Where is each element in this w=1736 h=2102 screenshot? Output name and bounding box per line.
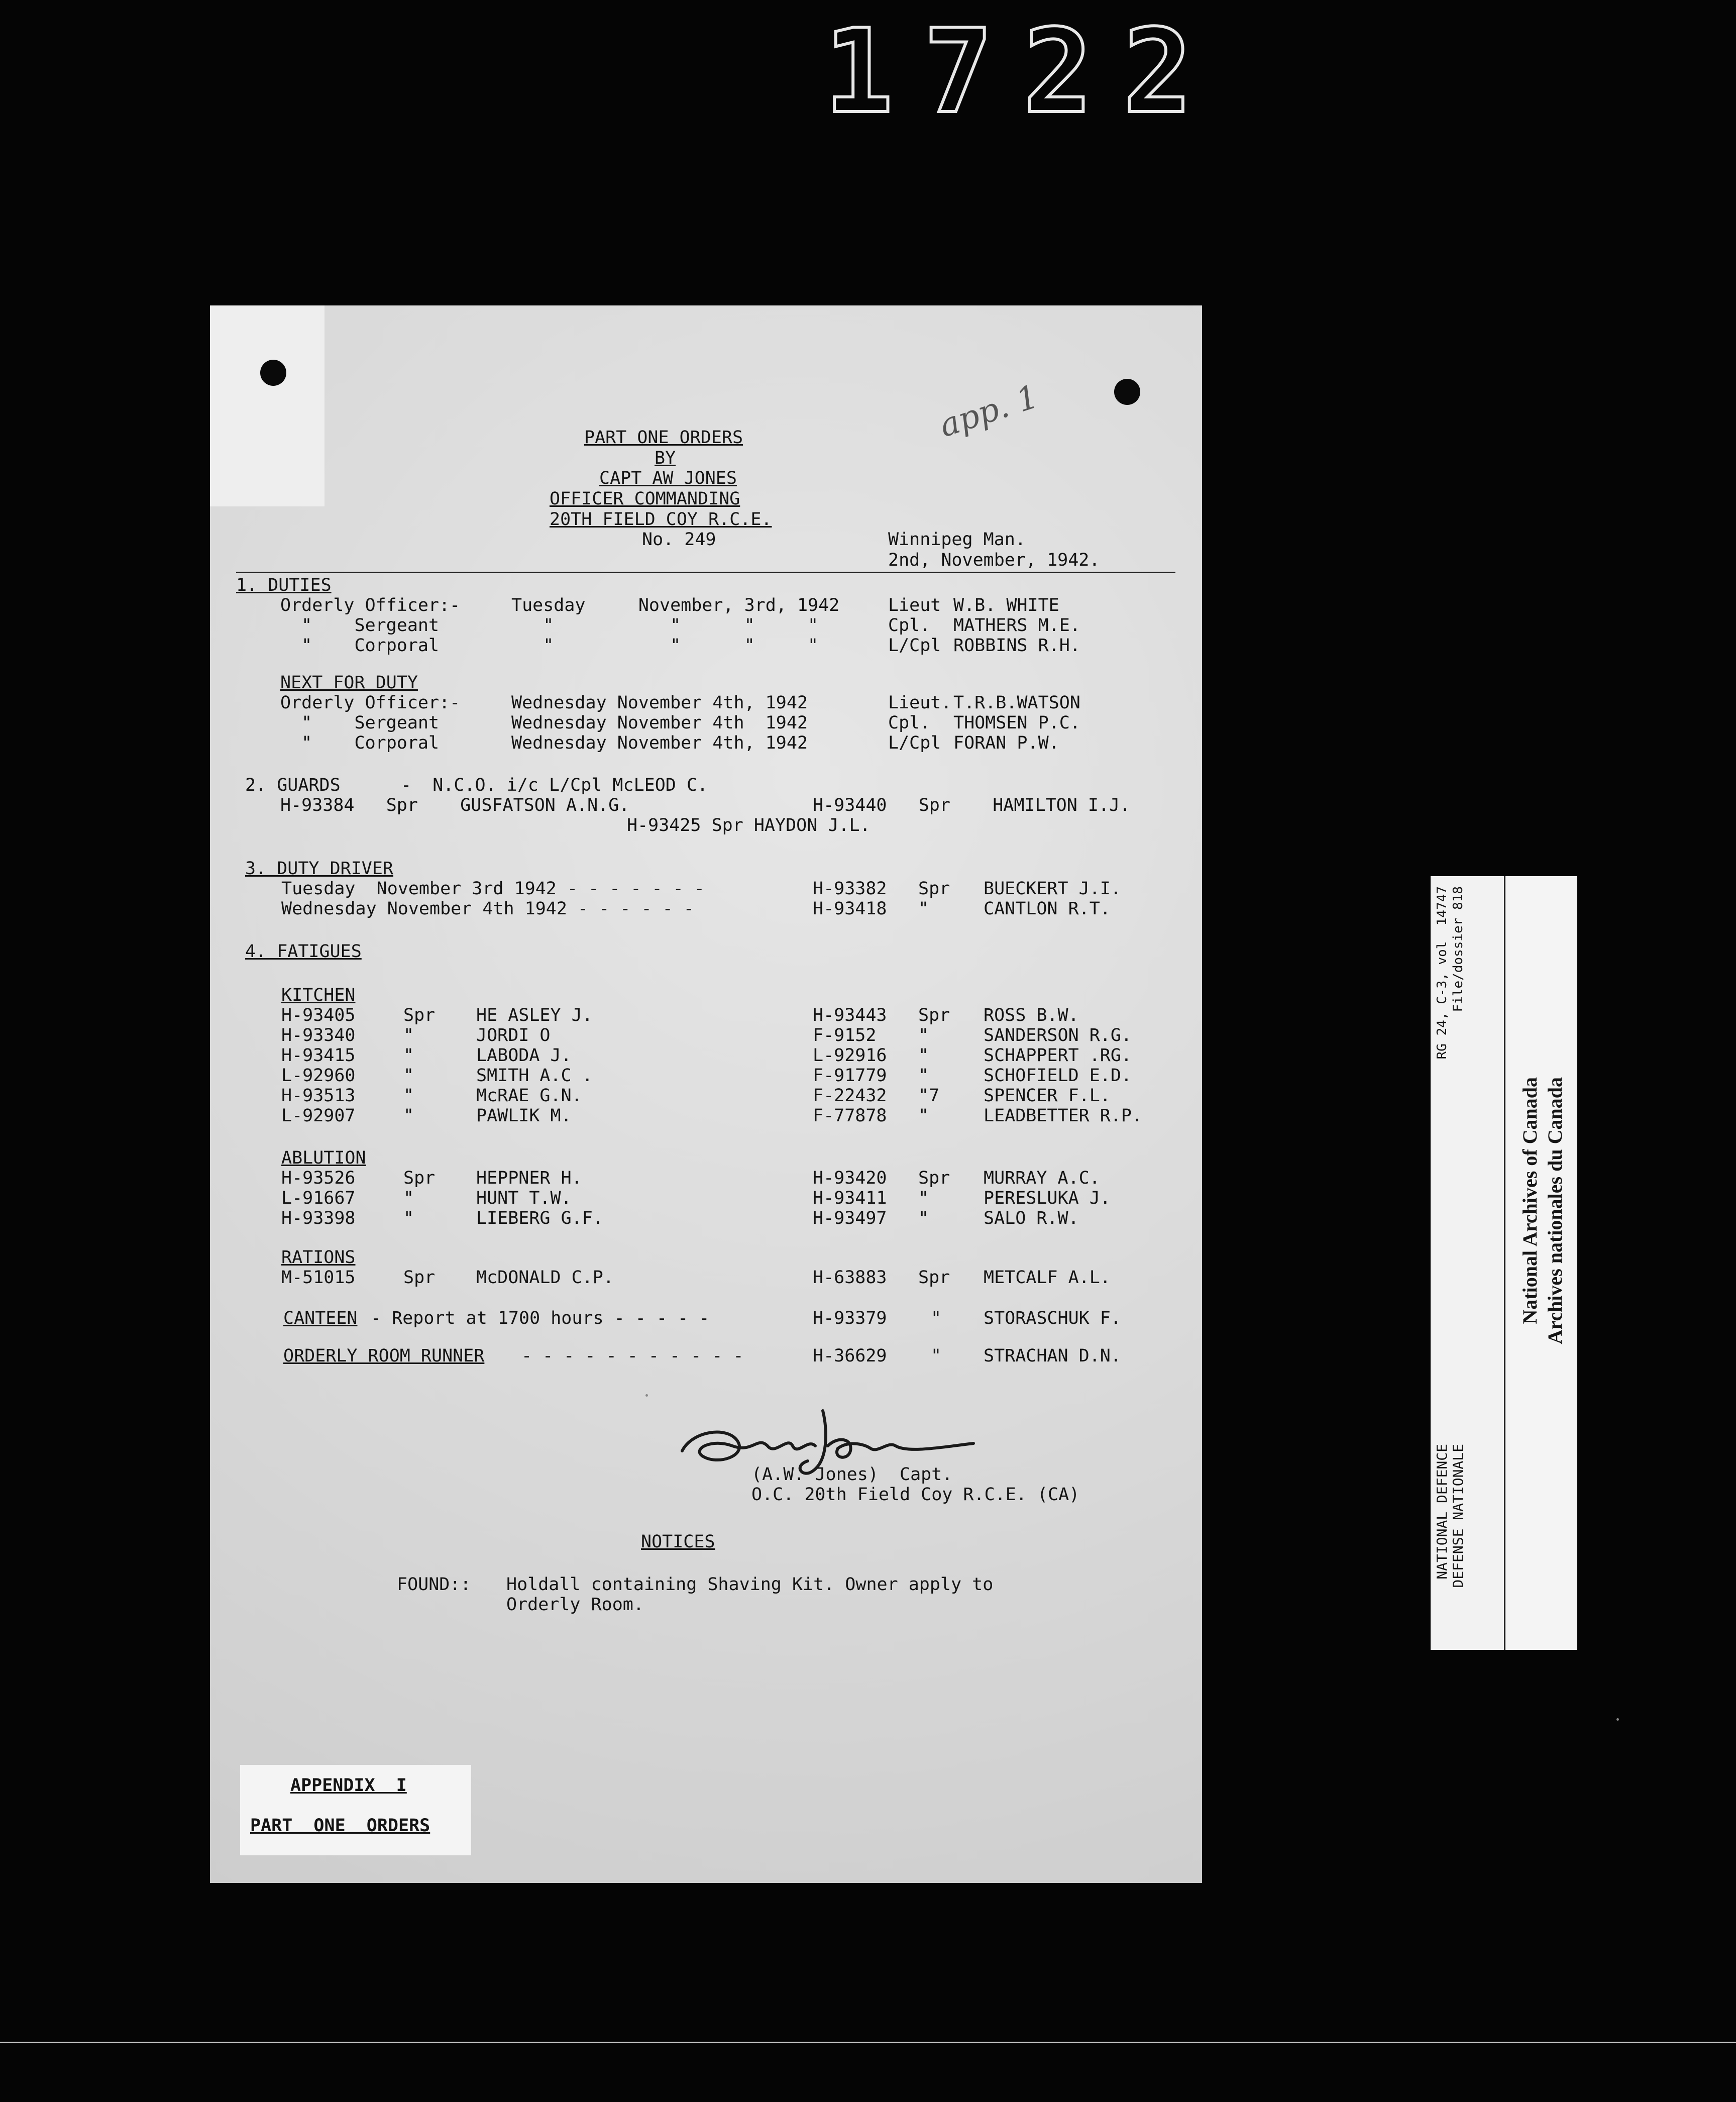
commander-role: OFFICER COMMANDING	[550, 489, 740, 509]
fatigue-name: McDONALD C.P.	[476, 1268, 614, 1288]
fatigue-number: H-93411	[813, 1188, 887, 1208]
paper-tab	[210, 305, 324, 506]
rations-heading: RATIONS	[281, 1247, 356, 1268]
fatigue-name: PERESLUKA J.	[984, 1188, 1111, 1208]
driver-name: CANTLON R.T.	[984, 899, 1111, 919]
fatigue-rank: "	[403, 1106, 414, 1126]
fatigue-number: M-51015	[281, 1268, 356, 1288]
film-speck	[1616, 1718, 1619, 1721]
duty-name: THOMSEN P.C.	[953, 713, 1080, 733]
duty-role: " Corporal	[280, 733, 440, 753]
fatigue-number: L-92916	[813, 1045, 887, 1066]
kitchen-heading: KITCHEN	[281, 985, 356, 1005]
guard-entry: H-93425 Spr HAYDON J.L.	[627, 815, 871, 835]
guards-heading: 2. GUARDS	[245, 775, 341, 795]
fatigue-name: ROSS B.W.	[984, 1005, 1079, 1025]
appendix-label	[240, 1765, 471, 1855]
fatigue-name: LABODA J.	[476, 1045, 572, 1066]
duty-date: Tuesday November, 3rd, 1942	[511, 595, 840, 615]
fatigue-name: SANDERSON R.G.	[984, 1025, 1132, 1045]
film-edge-rule	[0, 2042, 1736, 2043]
duty-name: FORAN P.W.	[953, 733, 1059, 753]
order-number: No. 249	[642, 530, 716, 550]
fatigue-number: H-63883	[813, 1268, 887, 1288]
unit-name: 20TH FIELD COY R.C.E.	[550, 509, 772, 530]
fatigue-name: SPENCER F.L.	[984, 1086, 1111, 1106]
fatigue-name: HE ASLEY J.	[476, 1005, 593, 1025]
fatigue-name: MURRAY A.C.	[984, 1168, 1100, 1188]
canteen-rank: "	[931, 1308, 942, 1328]
archives-name-en: National Archives of Canada	[1518, 1077, 1541, 1324]
driver-name: BUECKERT J.I.	[984, 879, 1121, 899]
duty-rank: L/Cpl	[888, 636, 941, 656]
duty-role: " Sergeant	[280, 713, 440, 733]
fatigue-rank: "	[403, 1086, 414, 1106]
fatigue-rank: "	[403, 1188, 414, 1208]
appendix-subtitle: PART ONE ORDERS	[250, 1816, 430, 1836]
fatigue-name: HEPPNER H.	[476, 1168, 582, 1188]
fatigue-rank: "	[918, 1188, 929, 1208]
fatigue-rank: "	[918, 1066, 929, 1086]
fatigue-rank: "	[403, 1025, 414, 1045]
duty-rank: Cpl.	[888, 615, 931, 636]
guard-entry: H-93384 Spr GUSFATSON A.N.G.	[280, 795, 630, 815]
duty-name: T.R.B.WATSON	[953, 693, 1080, 713]
header-rule	[236, 572, 1175, 573]
fatigue-rank: "	[403, 1208, 414, 1228]
runner-text: - - - - - - - - - - -	[521, 1346, 744, 1366]
guards-nco: - N.C.O. i/c L/Cpl McLEOD C.	[401, 775, 708, 795]
signature-title: O.C. 20th Field Coy R.C.E. (CA)	[751, 1485, 1080, 1505]
duty-date: " " " "	[511, 615, 819, 636]
fatigue-name: SCHAPPERT .RG.	[984, 1045, 1132, 1066]
archive-file: File/dossier 818	[1451, 886, 1466, 1012]
duty-name: MATHERS M.E.	[953, 615, 1080, 636]
fatigue-number: H-93405	[281, 1005, 356, 1025]
canteen-name: STORASCHUK F.	[984, 1308, 1121, 1328]
fatigue-number: H-93497	[813, 1208, 887, 1228]
appendix-title: APPENDIX I	[290, 1775, 407, 1796]
department-en: NATIONAL DEFENCE	[1434, 1444, 1450, 1580]
orders-by: BY	[655, 448, 676, 468]
fatigue-number: H-93398	[281, 1208, 356, 1228]
duty-rank: Lieut.	[888, 693, 952, 713]
fatigue-name: HUNT T.W.	[476, 1188, 572, 1208]
frame-number: 1722	[824, 5, 1223, 139]
fatigue-rank: Spr	[403, 1168, 436, 1188]
fatigue-rank: Spr	[918, 1005, 950, 1025]
driver-day: Tuesday November 3rd 1942 - - - - - - -	[281, 879, 705, 899]
notices-heading: NOTICES	[641, 1532, 715, 1552]
next-for-duty-heading: NEXT FOR DUTY	[280, 673, 418, 693]
duty-role: " Sergeant	[280, 615, 440, 636]
fatigue-name: PAWLIK M.	[476, 1106, 572, 1126]
fatigue-rank: Spr	[403, 1268, 436, 1288]
fatigue-number: F-91779	[813, 1066, 887, 1086]
fatigue-number: F-77878	[813, 1106, 887, 1126]
notice-line: Holdall containing Shaving Kit. Owner apply to	[506, 1574, 994, 1595]
runner-number: H-36629	[813, 1346, 887, 1366]
orders-title: PART ONE ORDERS	[584, 428, 743, 448]
order-place: Winnipeg Man.	[888, 530, 1026, 550]
fatigue-rank: Spr	[918, 1168, 950, 1188]
guard-entry: H-93440 Spr HAMILTON I.J.	[813, 795, 1131, 815]
driver-number: H-93382	[813, 879, 887, 899]
fatigue-number: L-92907	[281, 1106, 356, 1126]
fatigue-name: SMITH A.C .	[476, 1066, 593, 1086]
fatigue-name: LEADBETTER R.P.	[984, 1106, 1143, 1126]
duty-name: ROBBINS R.H.	[953, 636, 1080, 656]
runner-name: STRACHAN D.N.	[984, 1346, 1121, 1366]
notice-label: FOUND::	[397, 1574, 471, 1595]
runner-rank: "	[931, 1346, 942, 1366]
fatigue-rank: "	[918, 1106, 929, 1126]
duty-date: " " " "	[511, 636, 819, 656]
duty-name: W.B. WHITE	[953, 595, 1059, 615]
punch-hole-right	[1114, 379, 1140, 405]
fatigue-rank: "	[918, 1025, 929, 1045]
fatigue-name: METCALF A.L.	[984, 1268, 1111, 1288]
fatigues-heading: 4. FATIGUES	[245, 941, 362, 962]
archive-reference: RG 24, C-3, vol 14747	[1435, 886, 1450, 1060]
duty-rank: Lieut	[888, 595, 941, 615]
notice-line: Orderly Room.	[506, 1595, 644, 1615]
archives-name-fr: Archives nationales du Canada	[1544, 1077, 1566, 1344]
order-date: 2nd, November, 1942.	[888, 550, 1100, 570]
duty-rank: Cpl.	[888, 713, 931, 733]
driver-number: H-93418	[813, 899, 887, 919]
fatigue-rank: "	[403, 1066, 414, 1086]
duty-date: Wednesday November 4th, 1942	[511, 733, 808, 753]
fatigue-number: F-9152	[813, 1025, 877, 1045]
fatigue-number: H-93443	[813, 1005, 887, 1025]
fatigue-rank: "7	[918, 1086, 940, 1106]
canteen-text: - Report at 1700 hours - - - - -	[371, 1308, 710, 1328]
driver-rank: Spr	[918, 879, 950, 899]
fatigue-rank: Spr	[918, 1268, 950, 1288]
fatigue-name: LIEBERG G.F.	[476, 1208, 603, 1228]
fatigue-number: H-93420	[813, 1168, 887, 1188]
duty-role: " Corporal	[280, 636, 440, 656]
fatigue-number: H-93415	[281, 1045, 356, 1066]
canteen-label: CANTEEN	[283, 1308, 358, 1328]
fatigue-number: L-92960	[281, 1066, 356, 1086]
archive-label	[1431, 876, 1577, 1650]
duty-date: Wednesday November 4th, 1942	[511, 693, 808, 713]
fatigue-rank: "	[918, 1045, 929, 1066]
fatigue-name: SCHOFIELD E.D.	[984, 1066, 1132, 1086]
film-speck	[645, 1394, 648, 1397]
ablution-heading: ABLUTION	[281, 1148, 366, 1168]
fatigue-rank: "	[918, 1208, 929, 1228]
duty-role: Orderly Officer:-	[280, 693, 461, 713]
signature-name: (A.W. Jones) Capt.	[751, 1464, 953, 1485]
driver-rank: "	[918, 899, 929, 919]
duty-role: Orderly Officer:-	[280, 595, 461, 615]
fatigue-number: H-93340	[281, 1025, 356, 1045]
fatigue-number: H-93513	[281, 1086, 356, 1106]
duty-date: Wednesday November 4th 1942	[511, 713, 808, 733]
marginal-note: app. 1	[935, 378, 1043, 445]
fatigue-name: McRAE G.N.	[476, 1086, 582, 1106]
fatigue-number: F-22432	[813, 1086, 887, 1106]
canteen-number: H-93379	[813, 1308, 887, 1328]
fatigue-name: SALO R.W.	[984, 1208, 1079, 1228]
fatigue-rank: Spr	[403, 1005, 436, 1025]
fatigue-number: L-91667	[281, 1188, 356, 1208]
punch-hole-left	[260, 360, 286, 386]
fatigue-number: H-93526	[281, 1168, 356, 1188]
duty-driver-heading: 3. DUTY DRIVER	[245, 859, 394, 879]
fatigue-rank: "	[403, 1045, 414, 1066]
archive-reference-column	[1431, 876, 1505, 1650]
duty-rank: L/Cpl	[888, 733, 941, 753]
department-fr: DEFENSE NATIONALE	[1450, 1444, 1466, 1588]
duties-heading: 1. DUTIES	[236, 575, 332, 595]
commander-name: CAPT AW JONES	[599, 468, 737, 488]
fatigue-name: JORDI O	[476, 1025, 551, 1045]
runner-label: ORDERLY ROOM RUNNER	[283, 1346, 485, 1366]
driver-day: Wednesday November 4th 1942 - - - - - -	[281, 899, 694, 919]
document-sheet	[210, 305, 1202, 1883]
